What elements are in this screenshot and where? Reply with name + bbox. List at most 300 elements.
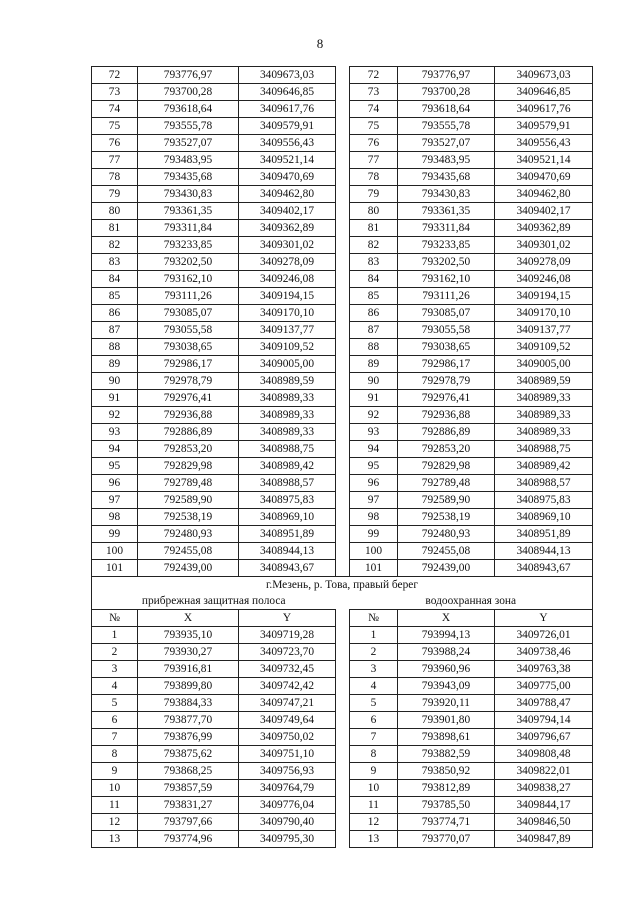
table-row — [92, 118, 593, 135]
point-number: 92 — [350, 407, 398, 424]
coord-x: 793776,97 — [398, 67, 495, 84]
table-row — [92, 695, 593, 712]
coord-y: 3408969,10 — [239, 509, 336, 526]
coord-y: 3409521,14 — [495, 152, 593, 169]
coord-x: 792936,88 — [398, 407, 495, 424]
coord-x: 793898,61 — [398, 729, 495, 746]
coord-y: 3408988,75 — [239, 441, 336, 458]
coord-y: 3409844,17 — [495, 797, 593, 814]
table-row — [92, 712, 593, 729]
point-number: 2 — [350, 644, 398, 661]
point-number: 76 — [92, 135, 138, 152]
coord-y: 3409109,52 — [495, 339, 593, 356]
coord-y: 3409846,50 — [495, 814, 593, 831]
coord-y: 3408989,42 — [495, 458, 593, 475]
page-number: 8 — [316, 36, 324, 51]
header-x: X — [398, 610, 495, 627]
table-row — [92, 814, 593, 831]
coord-x: 792976,41 — [398, 390, 495, 407]
coord-y: 3409750,02 — [239, 729, 336, 746]
coord-x: 793618,64 — [138, 101, 239, 118]
point-number: 91 — [350, 390, 398, 407]
point-number: 94 — [92, 441, 138, 458]
point-number: 8 — [350, 746, 398, 763]
point-number: 89 — [92, 356, 138, 373]
table-row — [92, 152, 593, 169]
coord-y: 3409301,02 — [239, 237, 336, 254]
coord-x: 793785,50 — [398, 797, 495, 814]
table-row — [92, 644, 593, 661]
coord-y: 3408989,33 — [239, 407, 336, 424]
coord-y: 3409673,03 — [239, 67, 336, 84]
coord-y: 3409462,80 — [239, 186, 336, 203]
point-number: 13 — [92, 831, 138, 848]
point-number: 72 — [350, 67, 398, 84]
coord-x: 792589,90 — [398, 492, 495, 509]
point-number: 85 — [350, 288, 398, 305]
table-row — [92, 220, 593, 237]
coord-y: 3409246,08 — [239, 271, 336, 288]
coord-y: 3408944,13 — [239, 543, 336, 560]
coord-y: 3409795,30 — [239, 831, 336, 848]
point-number: 98 — [92, 509, 138, 526]
coord-x: 793555,78 — [138, 118, 239, 135]
point-number: 98 — [350, 509, 398, 526]
coord-x: 793435,68 — [138, 169, 239, 186]
coord-y: 3409796,67 — [495, 729, 593, 746]
coord-x: 793430,83 — [138, 186, 239, 203]
table-row — [92, 492, 593, 509]
coord-x: 792439,00 — [138, 560, 239, 577]
coord-y: 3408989,33 — [495, 407, 593, 424]
coord-y: 3409719,28 — [239, 627, 336, 644]
coord-x: 793920,11 — [398, 695, 495, 712]
table-row — [92, 373, 593, 390]
point-number: 73 — [92, 84, 138, 101]
coord-y: 3409617,76 — [495, 101, 593, 118]
coord-y: 3409790,40 — [239, 814, 336, 831]
coord-y: 3409194,15 — [239, 288, 336, 305]
point-number: 2 — [92, 644, 138, 661]
coord-y: 3408944,13 — [495, 543, 593, 560]
coord-x: 793884,33 — [138, 695, 239, 712]
coord-y: 3409470,69 — [495, 169, 593, 186]
coord-x: 792976,41 — [138, 390, 239, 407]
coord-x: 793311,84 — [138, 220, 239, 237]
coord-x: 793361,35 — [138, 203, 239, 220]
coord-x: 793361,35 — [398, 203, 495, 220]
point-number: 77 — [92, 152, 138, 169]
point-number: 81 — [350, 220, 398, 237]
coord-x: 792986,17 — [398, 356, 495, 373]
coord-x: 793868,25 — [138, 763, 239, 780]
point-number: 83 — [92, 254, 138, 271]
coord-x: 792978,79 — [398, 373, 495, 390]
coord-x: 793111,26 — [398, 288, 495, 305]
point-number: 82 — [350, 237, 398, 254]
coord-x: 793162,10 — [398, 271, 495, 288]
coord-x: 793857,59 — [138, 780, 239, 797]
coord-y: 3409278,09 — [239, 254, 336, 271]
table-row — [92, 271, 593, 288]
coord-x: 793430,83 — [398, 186, 495, 203]
point-number: 99 — [92, 526, 138, 543]
coord-y: 3409646,85 — [239, 84, 336, 101]
point-number: 12 — [92, 814, 138, 831]
coord-y: 3409137,77 — [495, 322, 593, 339]
coord-x: 792936,88 — [138, 407, 239, 424]
table-row — [92, 560, 593, 577]
coord-x: 793770,07 — [398, 831, 495, 848]
point-number: 84 — [350, 271, 398, 288]
coord-y: 3409362,89 — [239, 220, 336, 237]
point-number: 75 — [350, 118, 398, 135]
point-number: 93 — [92, 424, 138, 441]
coord-y: 3409673,03 — [495, 67, 593, 84]
table-row — [92, 746, 593, 763]
coord-x: 793055,58 — [138, 322, 239, 339]
coord-y: 3409170,10 — [239, 305, 336, 322]
coord-y: 3408988,57 — [495, 475, 593, 492]
location-title: г.Мезень, р. Това, правый берег — [92, 577, 593, 594]
coord-y: 3409470,69 — [239, 169, 336, 186]
coord-y: 3409170,10 — [495, 305, 593, 322]
coord-x: 793831,27 — [138, 797, 239, 814]
table-row — [92, 458, 593, 475]
coord-x: 792886,89 — [398, 424, 495, 441]
point-number: 10 — [92, 780, 138, 797]
upper-table-body — [92, 67, 593, 577]
coord-y: 3409301,02 — [495, 237, 593, 254]
point-number: 81 — [92, 220, 138, 237]
point-number: 9 — [350, 763, 398, 780]
coord-x: 793311,84 — [398, 220, 495, 237]
table-row — [92, 678, 593, 695]
table-row — [92, 356, 593, 373]
coord-y: 3409194,15 — [495, 288, 593, 305]
coord-y: 3408988,57 — [239, 475, 336, 492]
point-number: 97 — [92, 492, 138, 509]
coord-x: 793085,07 — [138, 305, 239, 322]
table-row — [92, 780, 593, 797]
table-row — [92, 390, 593, 407]
coord-y: 3408988,75 — [495, 441, 593, 458]
header-y: Y — [495, 610, 593, 627]
point-number: 3 — [350, 661, 398, 678]
coord-x: 793935,10 — [138, 627, 239, 644]
point-number: 6 — [350, 712, 398, 729]
coord-x: 792789,48 — [398, 475, 495, 492]
coord-y: 3408989,33 — [495, 424, 593, 441]
point-number: 90 — [350, 373, 398, 390]
coord-x: 792439,00 — [398, 560, 495, 577]
point-number: 8 — [92, 746, 138, 763]
point-number: 1 — [350, 627, 398, 644]
point-number: 99 — [350, 526, 398, 543]
point-number: 5 — [92, 695, 138, 712]
table-row — [92, 831, 593, 848]
coord-x: 793988,24 — [398, 644, 495, 661]
coord-x: 793850,92 — [398, 763, 495, 780]
coord-y: 3408975,83 — [495, 492, 593, 509]
point-number: 11 — [92, 797, 138, 814]
coord-y: 3408989,33 — [239, 424, 336, 441]
coord-y: 3409646,85 — [495, 84, 593, 101]
coord-y: 3409726,01 — [495, 627, 593, 644]
coord-x: 793700,28 — [398, 84, 495, 101]
point-number: 89 — [350, 356, 398, 373]
point-number: 100 — [350, 543, 398, 560]
coord-y: 3409738,46 — [495, 644, 593, 661]
coord-x: 793162,10 — [138, 271, 239, 288]
point-number: 84 — [92, 271, 138, 288]
table-row — [92, 305, 593, 322]
coord-x: 793899,80 — [138, 678, 239, 695]
coord-x: 793960,96 — [398, 661, 495, 678]
table-row — [92, 441, 593, 458]
coord-x: 793877,70 — [138, 712, 239, 729]
point-number: 82 — [92, 237, 138, 254]
table-row — [92, 169, 593, 186]
coord-x: 793994,13 — [398, 627, 495, 644]
lower-table-body — [92, 627, 593, 848]
coord-x: 792789,48 — [138, 475, 239, 492]
coord-y: 3408951,89 — [239, 526, 336, 543]
coord-x: 793943,09 — [398, 678, 495, 695]
point-number: 72 — [92, 67, 138, 84]
point-number: 10 — [350, 780, 398, 797]
coord-x: 793527,07 — [398, 135, 495, 152]
table-row — [92, 67, 593, 84]
coord-x: 792853,20 — [398, 441, 495, 458]
coord-y: 3409005,00 — [239, 356, 336, 373]
table-row — [92, 288, 593, 305]
coord-x: 792480,93 — [138, 526, 239, 543]
table-row — [92, 526, 593, 543]
point-number: 87 — [350, 322, 398, 339]
coord-x: 793233,85 — [138, 237, 239, 254]
coord-x: 793555,78 — [398, 118, 495, 135]
coord-x: 792455,08 — [138, 543, 239, 560]
coord-y: 3409617,76 — [239, 101, 336, 118]
table-row — [92, 729, 593, 746]
point-number: 73 — [350, 84, 398, 101]
point-number: 97 — [350, 492, 398, 509]
coord-x: 793038,65 — [398, 339, 495, 356]
coord-y: 3409723,70 — [239, 644, 336, 661]
coord-x: 793038,65 — [138, 339, 239, 356]
coord-y: 3409776,04 — [239, 797, 336, 814]
coord-y: 3409402,17 — [495, 203, 593, 220]
point-number: 87 — [92, 322, 138, 339]
point-number: 88 — [92, 339, 138, 356]
point-number: 96 — [92, 475, 138, 492]
coord-x: 793882,59 — [398, 746, 495, 763]
coord-x: 793776,97 — [138, 67, 239, 84]
table-row — [92, 135, 593, 152]
coord-y: 3409556,43 — [239, 135, 336, 152]
table-row — [92, 84, 593, 101]
left-zone-label: прибрежная защитная полоса — [92, 593, 336, 610]
coord-y: 3409732,45 — [239, 661, 336, 678]
coord-y: 3409775,00 — [495, 678, 593, 695]
coord-y: 3408989,59 — [495, 373, 593, 390]
coord-x: 792978,79 — [138, 373, 239, 390]
coord-x: 793055,58 — [398, 322, 495, 339]
point-number: 79 — [350, 186, 398, 203]
coord-x: 793202,50 — [398, 254, 495, 271]
point-number: 13 — [350, 831, 398, 848]
coord-x: 793930,27 — [138, 644, 239, 661]
coord-x: 793774,71 — [398, 814, 495, 831]
coord-y: 3409579,91 — [239, 118, 336, 135]
coord-x: 793797,66 — [138, 814, 239, 831]
point-number: 95 — [92, 458, 138, 475]
coord-y: 3409808,48 — [495, 746, 593, 763]
coord-x: 793202,50 — [138, 254, 239, 271]
section-header — [92, 577, 593, 627]
header-number: № — [350, 610, 398, 627]
point-number: 5 — [350, 695, 398, 712]
point-number: 75 — [92, 118, 138, 135]
point-number: 86 — [92, 305, 138, 322]
point-number: 96 — [350, 475, 398, 492]
point-number: 12 — [350, 814, 398, 831]
coord-y: 3409109,52 — [239, 339, 336, 356]
header-x: X — [138, 610, 239, 627]
coord-x: 793483,95 — [138, 152, 239, 169]
point-number: 7 — [350, 729, 398, 746]
header-y: Y — [239, 610, 336, 627]
table-row — [92, 543, 593, 560]
coord-x: 793483,95 — [398, 152, 495, 169]
table-row — [92, 661, 593, 678]
point-number: 78 — [92, 169, 138, 186]
table-row — [92, 509, 593, 526]
point-number: 6 — [92, 712, 138, 729]
coord-y: 3408989,33 — [495, 390, 593, 407]
coord-x: 793774,96 — [138, 831, 239, 848]
point-number: 80 — [350, 203, 398, 220]
point-number: 90 — [92, 373, 138, 390]
point-number: 92 — [92, 407, 138, 424]
coord-x: 793618,64 — [398, 101, 495, 118]
point-number: 76 — [350, 135, 398, 152]
coord-x: 792538,19 — [398, 509, 495, 526]
coord-y: 3409362,89 — [495, 220, 593, 237]
coord-x: 793876,99 — [138, 729, 239, 746]
coord-y: 3409579,91 — [495, 118, 593, 135]
point-number: 77 — [350, 152, 398, 169]
point-number: 3 — [92, 661, 138, 678]
coord-x: 793875,62 — [138, 746, 239, 763]
table-row — [92, 237, 593, 254]
point-number: 93 — [350, 424, 398, 441]
coord-x: 792538,19 — [138, 509, 239, 526]
coord-y: 3409847,89 — [495, 831, 593, 848]
coord-x: 793233,85 — [398, 237, 495, 254]
coord-y: 3409742,42 — [239, 678, 336, 695]
coord-y: 3409764,79 — [239, 780, 336, 797]
coord-y: 3408951,89 — [495, 526, 593, 543]
coord-y: 3409246,08 — [495, 271, 593, 288]
point-number: 83 — [350, 254, 398, 271]
coord-x: 793700,28 — [138, 84, 239, 101]
coord-x: 793085,07 — [398, 305, 495, 322]
point-number: 95 — [350, 458, 398, 475]
table-row — [92, 339, 593, 356]
coord-y: 3408989,33 — [239, 390, 336, 407]
coord-y: 3409756,93 — [239, 763, 336, 780]
point-number: 101 — [350, 560, 398, 577]
coord-x: 793812,89 — [398, 780, 495, 797]
point-number: 11 — [350, 797, 398, 814]
table-row — [92, 763, 593, 780]
point-number: 79 — [92, 186, 138, 203]
coord-y: 3409763,38 — [495, 661, 593, 678]
coord-x: 792455,08 — [398, 543, 495, 560]
table-row — [92, 101, 593, 118]
point-number: 1 — [92, 627, 138, 644]
point-number: 101 — [92, 560, 138, 577]
coord-y: 3408989,42 — [239, 458, 336, 475]
coord-x: 792886,89 — [138, 424, 239, 441]
point-number: 7 — [92, 729, 138, 746]
coord-y: 3409005,00 — [495, 356, 593, 373]
coord-y: 3409462,80 — [495, 186, 593, 203]
header-number: № — [92, 610, 138, 627]
coord-y: 3409747,21 — [239, 695, 336, 712]
table-row — [92, 424, 593, 441]
coord-y: 3409751,10 — [239, 746, 336, 763]
coord-y: 3408989,59 — [239, 373, 336, 390]
coord-y: 3408943,67 — [239, 560, 336, 577]
coord-y: 3408969,10 — [495, 509, 593, 526]
coord-x: 793111,26 — [138, 288, 239, 305]
coord-x: 793901,80 — [398, 712, 495, 729]
table-row — [92, 254, 593, 271]
coord-x: 792829,98 — [398, 458, 495, 475]
point-number: 9 — [92, 763, 138, 780]
coord-y: 3409749,64 — [239, 712, 336, 729]
coord-y: 3408975,83 — [239, 492, 336, 509]
coord-y: 3409521,14 — [239, 152, 336, 169]
coord-y: 3409278,09 — [495, 254, 593, 271]
table-row — [92, 627, 593, 644]
table-row — [92, 797, 593, 814]
coord-x: 792986,17 — [138, 356, 239, 373]
coord-y: 3409838,27 — [495, 780, 593, 797]
point-number: 78 — [350, 169, 398, 186]
coord-x: 793435,68 — [398, 169, 495, 186]
table-row — [92, 203, 593, 220]
point-number: 74 — [350, 101, 398, 118]
coordinates-table — [91, 66, 593, 848]
column-header-row — [92, 610, 593, 627]
point-number: 88 — [350, 339, 398, 356]
point-number: 94 — [350, 441, 398, 458]
point-number: 91 — [92, 390, 138, 407]
point-number: 86 — [350, 305, 398, 322]
coord-x: 792589,90 — [138, 492, 239, 509]
coord-y: 3409137,77 — [239, 322, 336, 339]
coord-x: 792480,93 — [398, 526, 495, 543]
coord-y: 3409556,43 — [495, 135, 593, 152]
coord-y: 3409788,47 — [495, 695, 593, 712]
coord-y: 3408943,67 — [495, 560, 593, 577]
point-number: 100 — [92, 543, 138, 560]
table-row — [92, 475, 593, 492]
